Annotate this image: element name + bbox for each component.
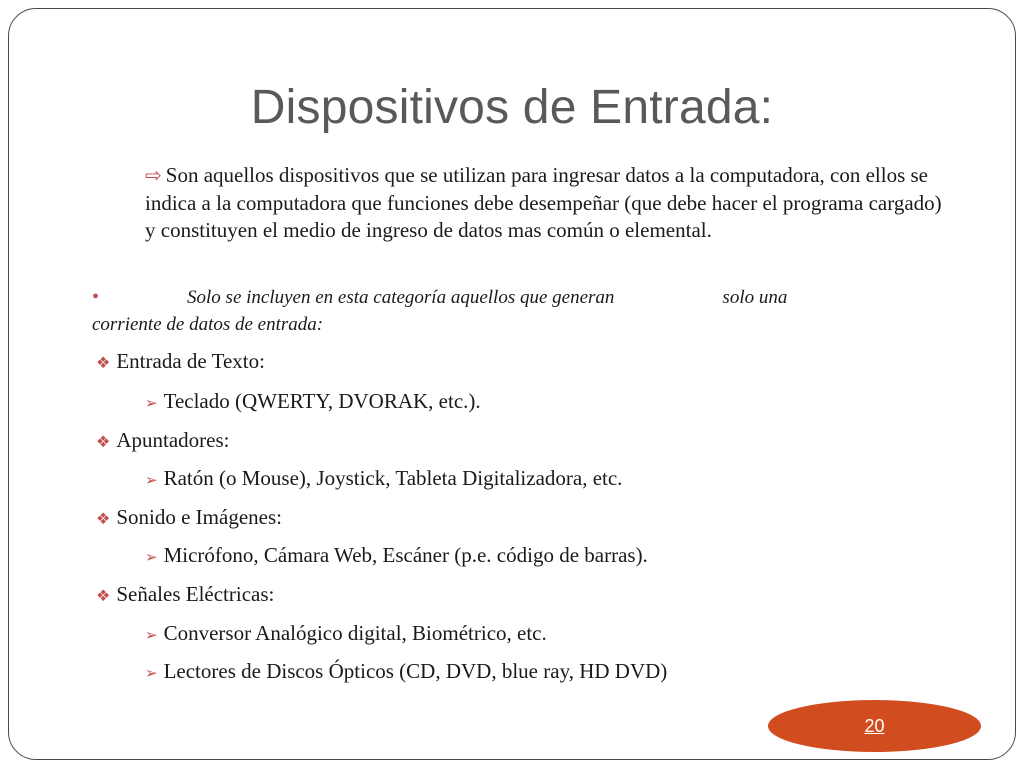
item-label: Lectores de Discos Ópticos (CD, DVD, blue ray, HD DVD) bbox=[163, 659, 668, 683]
diamond-bullet-icon: ❖ bbox=[96, 511, 111, 528]
category-label: Señales Eléctricas: bbox=[116, 582, 275, 606]
triangle-arrow-icon: ➢ bbox=[145, 666, 158, 682]
triangle-arrow-icon: ➢ bbox=[145, 628, 158, 644]
note-text-b: solo una bbox=[722, 287, 788, 308]
right-arrow-outline-icon: ⇨ bbox=[145, 165, 162, 187]
list-item-microfono bbox=[145, 543, 648, 568]
triangle-arrow-icon: ➢ bbox=[145, 396, 158, 412]
diamond-bullet-icon: ❖ bbox=[96, 588, 111, 605]
intro-text: Son aquellos dispositivos que se utilizan para ingresar datos a la computadora, con ellos se indica a la computadora que funciones debe desempeñar (que debe hacer el programa cargado) y constituyen el medio de ingreso de datos mas común o elemental. bbox=[145, 163, 942, 242]
category-entrada-texto bbox=[96, 349, 265, 374]
item-label: Ratón (o Mouse), Joystick, Tableta Digitalizadora, etc. bbox=[163, 466, 623, 490]
category-senales-electricas bbox=[96, 582, 274, 607]
intro-paragraph bbox=[145, 162, 945, 244]
category-label: Sonido e Imágenes: bbox=[116, 505, 282, 529]
triangle-arrow-icon: ➢ bbox=[145, 550, 158, 566]
diamond-bullet-icon: ❖ bbox=[96, 434, 111, 451]
list-item-teclado bbox=[145, 389, 481, 414]
note-line bbox=[92, 284, 892, 338]
slide-title: Dispositivos de Entrada: bbox=[250, 81, 774, 134]
page-number-badge[interactable] bbox=[768, 700, 981, 752]
item-label: Micrófono, Cámara Web, Escáner (p.e. código de barras). bbox=[163, 543, 648, 567]
list-item-lectores bbox=[145, 659, 667, 684]
category-apuntadores bbox=[96, 428, 230, 453]
list-item-conversor bbox=[145, 621, 547, 646]
category-label: Apuntadores: bbox=[116, 428, 230, 452]
note-text-a: Solo se incluyen en esta categoría aquellos que generan bbox=[187, 287, 615, 308]
item-label: Teclado (QWERTY, DVORAK, etc.). bbox=[163, 389, 481, 413]
page-number-link[interactable]: 20 bbox=[864, 715, 885, 736]
category-sonido-imagenes bbox=[96, 505, 282, 530]
triangle-arrow-icon: ➢ bbox=[145, 473, 158, 489]
item-label: Conversor Analógico digital, Biométrico, etc. bbox=[163, 621, 547, 645]
category-label: Entrada de Texto: bbox=[116, 349, 265, 373]
note-text-c: corriente de datos de entrada: bbox=[92, 314, 324, 335]
list-item-raton bbox=[145, 466, 622, 491]
diamond-bullet-icon: ❖ bbox=[96, 355, 111, 372]
dot-icon: • bbox=[92, 286, 100, 308]
